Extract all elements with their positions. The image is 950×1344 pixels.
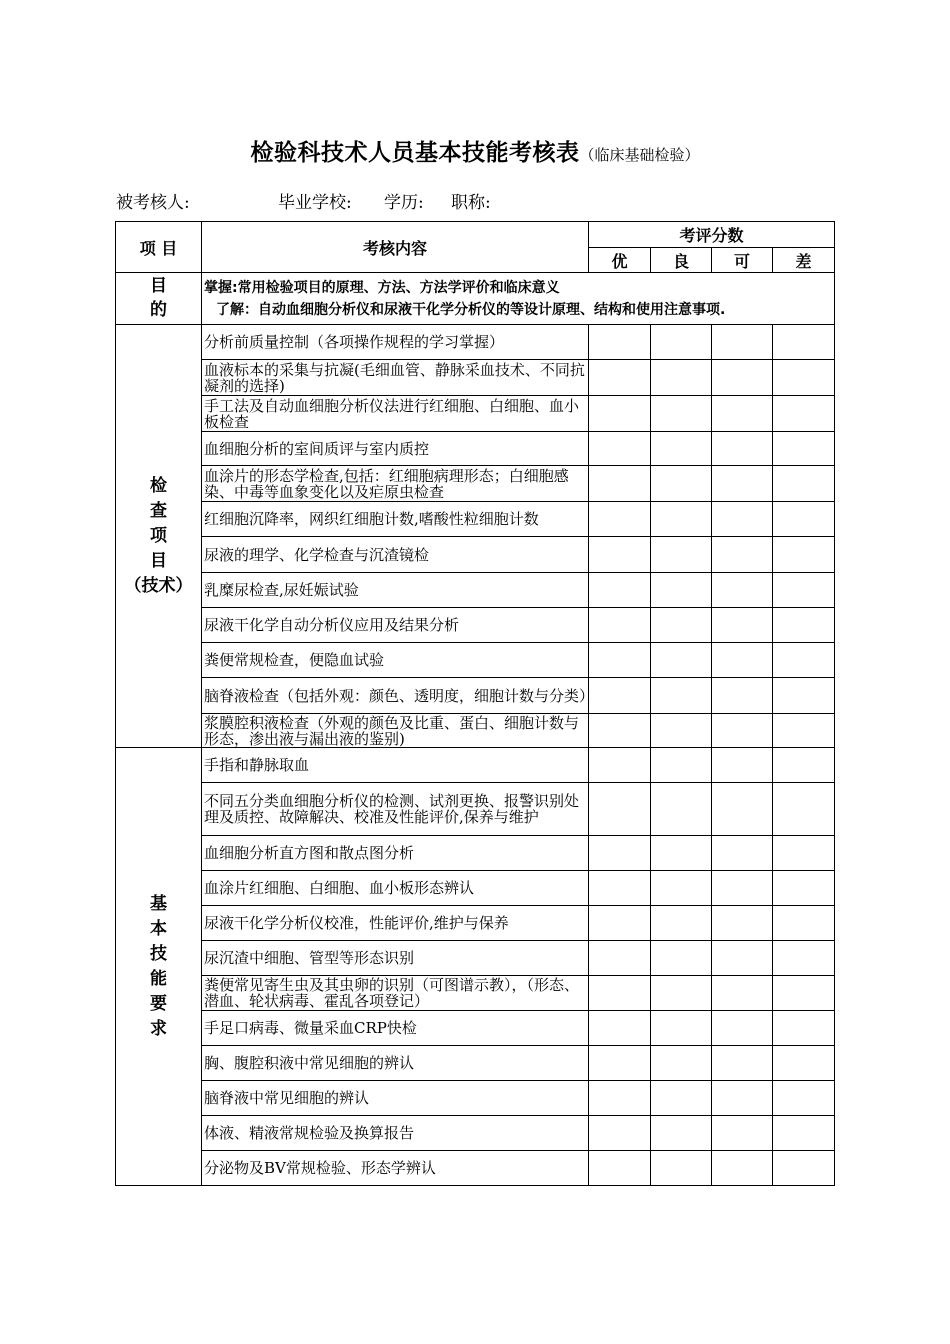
section-label (116, 748, 202, 1186)
item-content: 分泌物及BV常规检验、形态学辨认 (202, 1151, 589, 1186)
score-cell-excellent[interactable] (589, 360, 651, 396)
score-cell-pass[interactable] (712, 325, 773, 360)
score-cell-poor[interactable] (773, 871, 835, 906)
score-cell-poor[interactable] (773, 608, 835, 643)
table-row (116, 1151, 835, 1186)
score-cell-poor[interactable] (773, 1116, 835, 1151)
header-content: 考核内容 (202, 222, 589, 273)
table-row (116, 466, 835, 502)
score-cell-excellent[interactable] (589, 325, 651, 360)
score-cell-pass[interactable] (712, 608, 773, 643)
item-content: 分析前质量控制（各项操作规程的学习掌握） (202, 325, 589, 360)
score-cell-pass[interactable] (712, 1151, 773, 1186)
header-score: 考评分数 (589, 222, 835, 248)
score-cell-pass[interactable] (712, 573, 773, 608)
table-row (116, 783, 835, 836)
examinee-label: 被考核人: (116, 193, 190, 213)
item-content: 血涂片红细胞、白细胞、血小板形态辨认 (202, 871, 589, 906)
item-content: 血细胞分析直方图和散点图分析 (202, 836, 589, 871)
score-cell-good[interactable] (651, 783, 712, 836)
item-content: 尿沉渣中细胞、管型等形态识别 (202, 941, 589, 976)
score-cell-good[interactable] (651, 325, 712, 360)
section-label-text: 检查项目 （技术） (124, 475, 193, 596)
score-cell-excellent[interactable] (589, 871, 651, 906)
score-cell-excellent[interactable] (589, 643, 651, 678)
score-cell-pass[interactable] (712, 432, 773, 466)
score-cell-excellent[interactable] (589, 466, 651, 502)
item-content: 胸、腹腔积液中常见细胞的辨认 (202, 1046, 589, 1081)
score-cell-good[interactable] (651, 432, 712, 466)
score-cell-good[interactable] (651, 643, 712, 678)
score-cell-poor[interactable] (773, 466, 835, 502)
grade-excellent: 优 (589, 248, 651, 273)
score-cell-excellent[interactable] (589, 502, 651, 537)
item-content: 红细胞沉降率，网织红细胞计数,嗜酸性粒细胞计数 (202, 502, 589, 537)
score-cell-good[interactable] (651, 1011, 712, 1046)
score-cell-pass[interactable] (712, 643, 773, 678)
score-cell-good[interactable] (651, 714, 712, 748)
score-cell-pass[interactable] (712, 976, 773, 1011)
table-row (116, 537, 835, 573)
score-cell-poor[interactable] (773, 1046, 835, 1081)
table-row (116, 906, 835, 941)
score-cell-excellent[interactable] (589, 836, 651, 871)
table-row (116, 396, 835, 432)
score-cell-poor[interactable] (773, 714, 835, 748)
score-cell-pass[interactable] (712, 1011, 773, 1046)
score-cell-good[interactable] (651, 502, 712, 537)
score-cell-pass[interactable] (712, 1081, 773, 1116)
score-cell-pass[interactable] (712, 906, 773, 941)
item-content: 血涂片的形态学检查,包括：红细胞病理形态；白细胞感染、中毒等血象变化以及疟原虫检查 (202, 466, 589, 502)
section-label (116, 325, 202, 748)
score-cell-good[interactable] (651, 466, 712, 502)
table-row (116, 325, 835, 360)
score-cell-poor[interactable] (773, 360, 835, 396)
score-cell-poor[interactable] (773, 906, 835, 941)
table-row (116, 836, 835, 871)
purpose-label (116, 273, 202, 325)
item-content: 尿液干化学分析仪校准，性能评价,维护与保养 (202, 906, 589, 941)
item-content: 血细胞分析的室间质评与室内质控 (202, 432, 589, 466)
score-cell-excellent[interactable] (589, 678, 651, 714)
score-cell-good[interactable] (651, 906, 712, 941)
table-row (116, 678, 835, 714)
item-content: 脑脊液检查（包括外观：颜色、透明度，细胞计数与分类） (202, 678, 589, 714)
purpose-line2: 了解：自动血细胞分析仪和尿液干化学分析仪的等设计原理、结构和使用注意事项. (216, 301, 726, 318)
score-cell-poor[interactable] (773, 783, 835, 836)
item-content: 不同五分类血细胞分析仪的检测、试剂更换、报警识别处理及质控、故障解决、校准及性能评价,保养与维护 (202, 783, 589, 836)
score-cell-good[interactable] (651, 608, 712, 643)
score-cell-poor[interactable] (773, 325, 835, 360)
item-content: 粪便常规检查，便隐血试验 (202, 643, 589, 678)
examinee-info (116, 188, 491, 213)
purpose-row (116, 273, 835, 325)
grade-good: 良 (651, 248, 712, 273)
score-cell-excellent[interactable] (589, 537, 651, 573)
title-sub: （临床基础检验） (579, 146, 700, 164)
score-cell-excellent[interactable] (589, 976, 651, 1011)
score-cell-poor[interactable] (773, 396, 835, 432)
table-row (116, 871, 835, 906)
score-cell-good[interactable] (651, 396, 712, 432)
score-cell-good[interactable] (651, 748, 712, 783)
table-row (116, 714, 835, 748)
score-cell-excellent[interactable] (589, 1011, 651, 1046)
score-cell-excellent[interactable] (589, 396, 651, 432)
item-content: 血液标本的采集与抗凝(毛细血管、静脉采血技术、不同抗凝剂的选择) (202, 360, 589, 396)
purpose-line1: 掌握:常用检验项目的原理、方法、方法学评价和临床意义 (204, 279, 560, 296)
table-row (116, 1011, 835, 1046)
page-title (0, 134, 950, 167)
score-cell-poor[interactable] (773, 941, 835, 976)
score-cell-pass[interactable] (712, 836, 773, 871)
score-cell-excellent[interactable] (589, 573, 651, 608)
score-cell-good[interactable] (651, 678, 712, 714)
score-cell-poor[interactable] (773, 748, 835, 783)
score-cell-pass[interactable] (712, 714, 773, 748)
score-cell-pass[interactable] (712, 537, 773, 573)
score-cell-poor[interactable] (773, 836, 835, 871)
item-content: 粪便常见寄生虫及其虫卵的识别（可图谱示教），（形态、潜血、轮状病毒、霍乱各项登记） (202, 976, 589, 1011)
item-content: 尿液的理学、化学检查与沉渣镜检 (202, 537, 589, 573)
score-cell-good[interactable] (651, 1151, 712, 1186)
score-cell-poor[interactable] (773, 502, 835, 537)
item-content: 手指和静脉取血 (202, 748, 589, 783)
score-cell-excellent[interactable] (589, 748, 651, 783)
score-cell-good[interactable] (651, 871, 712, 906)
item-content: 脑脊液中常见细胞的辨认 (202, 1081, 589, 1116)
score-cell-poor[interactable] (773, 432, 835, 466)
table-row (116, 941, 835, 976)
table-row (116, 1081, 835, 1116)
score-cell-pass[interactable] (712, 748, 773, 783)
score-cell-good[interactable] (651, 360, 712, 396)
purpose-label-text: 目的 (150, 276, 167, 320)
item-content: 尿液干化学自动分析仪应用及结果分析 (202, 608, 589, 643)
score-cell-good[interactable] (651, 1116, 712, 1151)
score-cell-poor[interactable] (773, 976, 835, 1011)
table-row (116, 976, 835, 1011)
title-main: 检验科技术人员基本技能考核表 (250, 140, 580, 166)
item-content: 乳糜尿检查,尿妊娠试验 (202, 573, 589, 608)
score-cell-excellent[interactable] (589, 783, 651, 836)
score-cell-poor[interactable] (773, 678, 835, 714)
score-cell-pass[interactable] (712, 783, 773, 836)
table-row (116, 748, 835, 783)
score-cell-excellent[interactable] (589, 1151, 651, 1186)
score-cell-good[interactable] (651, 537, 712, 573)
score-cell-good[interactable] (651, 836, 712, 871)
score-cell-poor[interactable] (773, 643, 835, 678)
table-row (116, 1116, 835, 1151)
score-cell-excellent[interactable] (589, 1081, 651, 1116)
table-row (116, 1046, 835, 1081)
score-cell-poor[interactable] (773, 1151, 835, 1186)
score-cell-good[interactable] (651, 573, 712, 608)
score-cell-excellent[interactable] (589, 906, 651, 941)
header-project: 项 目 (116, 222, 202, 273)
table-row (116, 608, 835, 643)
score-cell-poor[interactable] (773, 573, 835, 608)
score-cell-excellent[interactable] (589, 608, 651, 643)
score-cell-pass[interactable] (712, 941, 773, 976)
score-cell-excellent[interactable] (589, 941, 651, 976)
grade-pass: 可 (712, 248, 773, 273)
score-cell-good[interactable] (651, 1081, 712, 1116)
score-cell-pass[interactable] (712, 502, 773, 537)
score-cell-poor[interactable] (773, 537, 835, 573)
table-row (116, 502, 835, 537)
item-content: 手足口病毒、微量采血CRP快检 (202, 1011, 589, 1046)
item-content: 浆膜腔积液检查（外观的颜色及比重、蛋白、细胞计数与形态，渗出液与漏出液的鉴别) (202, 714, 589, 748)
score-cell-pass[interactable] (712, 466, 773, 502)
score-cell-pass[interactable] (712, 871, 773, 906)
score-cell-pass[interactable] (712, 360, 773, 396)
score-cell-pass[interactable] (712, 1046, 773, 1081)
score-cell-poor[interactable] (773, 1011, 835, 1046)
table-row (116, 432, 835, 466)
score-cell-pass[interactable] (712, 678, 773, 714)
purpose-content (202, 273, 835, 325)
score-cell-excellent[interactable] (589, 432, 651, 466)
table-row (116, 573, 835, 608)
score-cell-excellent[interactable] (589, 1046, 651, 1081)
education-label: 学历: (384, 193, 424, 213)
score-cell-good[interactable] (651, 941, 712, 976)
grade-poor: 差 (773, 248, 835, 273)
item-content: 手工法及自动血细胞分析仪法进行红细胞、白细胞、血小板检查 (202, 396, 589, 432)
table-row (116, 643, 835, 678)
score-cell-excellent[interactable] (589, 1116, 651, 1151)
score-cell-poor[interactable] (773, 1081, 835, 1116)
rank-label: 职称: (451, 193, 491, 213)
school-label: 毕业学校: (278, 193, 352, 213)
score-cell-pass[interactable] (712, 1116, 773, 1151)
score-cell-excellent[interactable] (589, 714, 651, 748)
assessment-table (115, 221, 835, 1186)
score-cell-good[interactable] (651, 1046, 712, 1081)
score-cell-good[interactable] (651, 976, 712, 1011)
score-cell-pass[interactable] (712, 396, 773, 432)
table-row (116, 360, 835, 396)
item-content: 体液、精液常规检验及换算报告 (202, 1116, 589, 1151)
section-label-text: 基本技能要求 (150, 893, 167, 1039)
